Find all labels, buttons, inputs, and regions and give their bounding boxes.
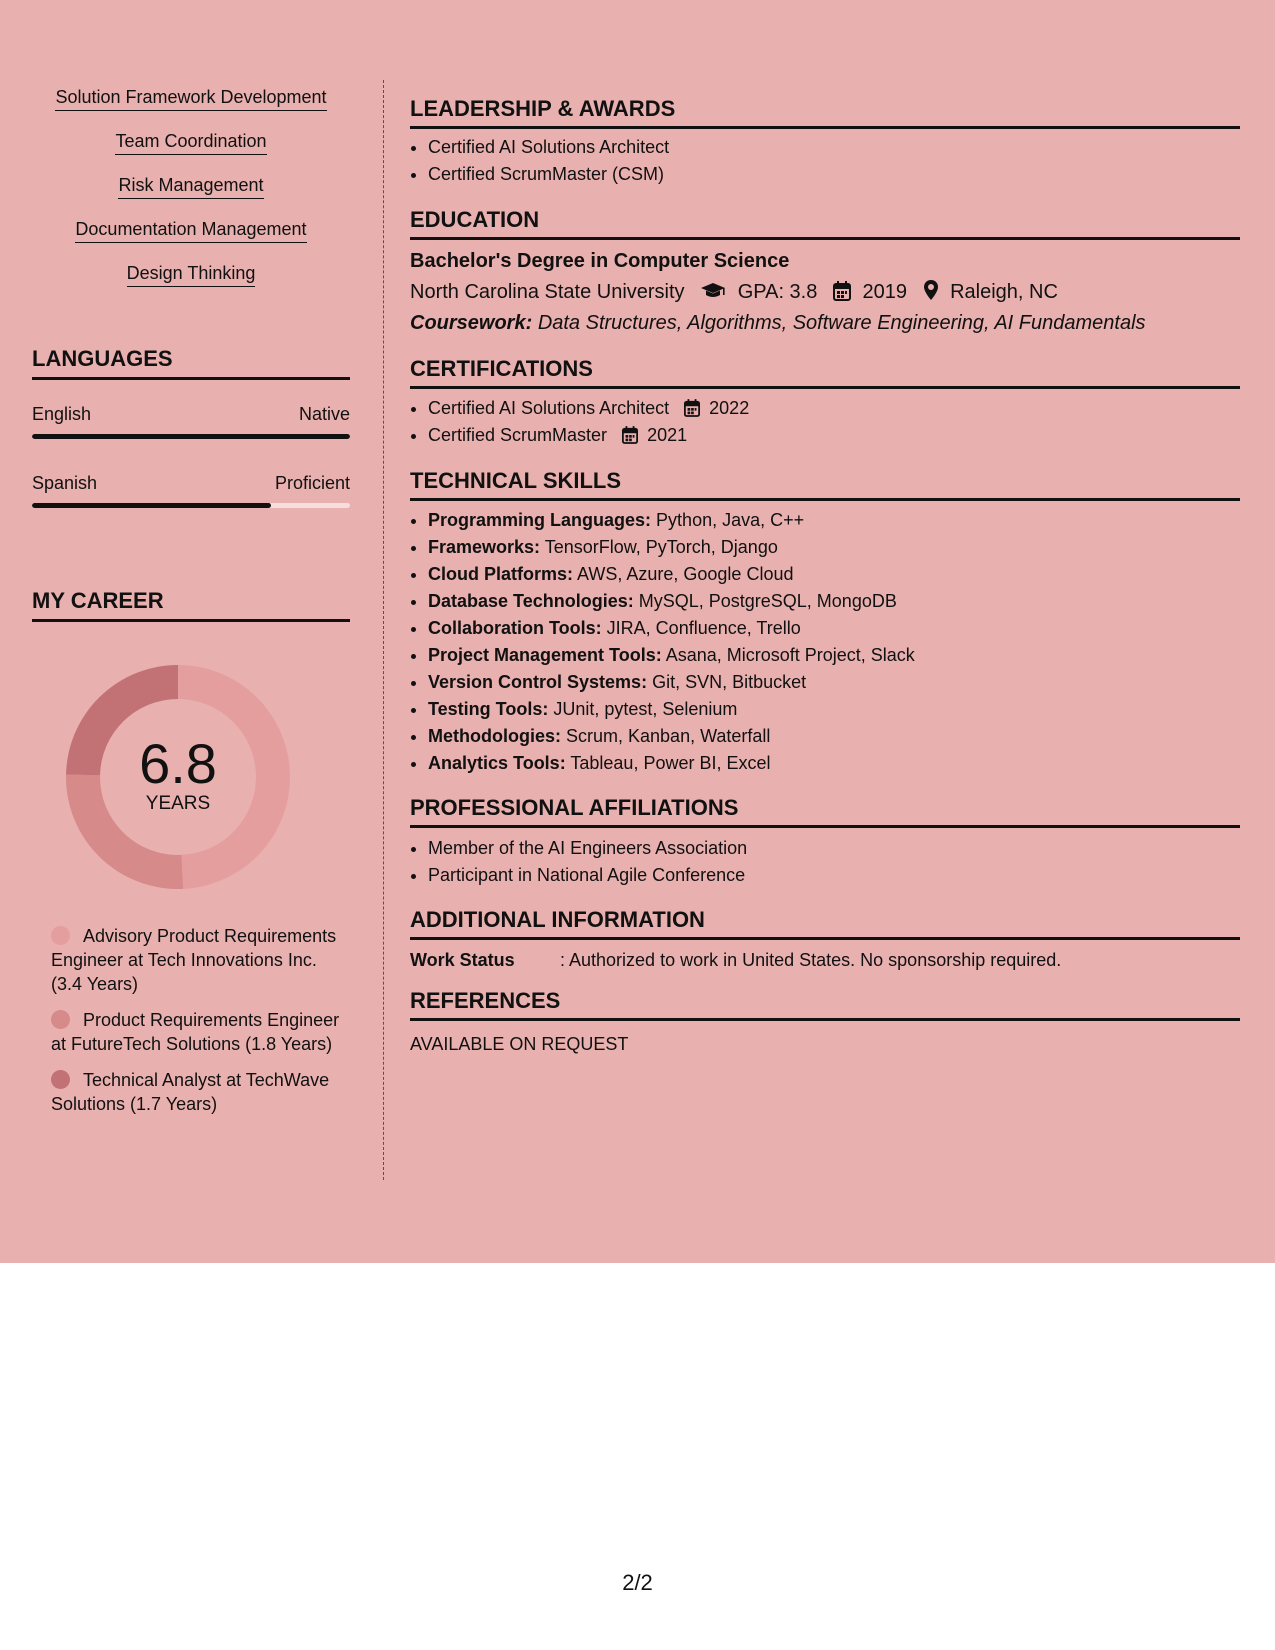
skill-label: Cloud Platforms: [428,564,574,584]
location-pin-icon [923,279,939,301]
skill-label: Project Management Tools: [428,645,662,665]
career-legend-label: Technical Analyst at TechWave Solutions (1.7 Years) [51,1070,330,1114]
calendar-icon [684,399,700,417]
language-bar [32,434,350,439]
education-coursework [410,310,1146,336]
language-bar-fill [32,503,271,508]
career-total-unit: YEARS [145,793,211,814]
skill-value: Scrum, Kanban, Waterfall [566,726,771,746]
career-legend [51,924,351,1128]
skill-value: Asana, Microsoft Project, Slack [665,645,915,665]
skill-value: TensorFlow, PyTorch, Django [544,537,778,557]
language-name: English [32,404,92,424]
list-item [428,696,1240,723]
list-item [428,642,1240,669]
certification-name: Certified AI Solutions Architect [428,398,670,418]
additional-info-title: ADDITIONAL INFORMATION [410,907,1240,940]
language-row [32,473,350,494]
list-item [428,669,1240,696]
career-donut-center [66,665,290,889]
skill-item: Solution Framework Development [55,86,326,111]
skill-item: Documentation Management [75,218,306,243]
skill-value: JIRA, Confluence, Trello [606,618,801,638]
leadership-title: LEADERSHIP & AWARDS [410,96,1240,129]
skill-item: Risk Management [118,174,263,199]
graduation-cap-icon [700,281,726,301]
career-total-years: 6.8 [139,732,217,795]
skill-label: Methodologies: [428,726,561,746]
skill-label: Database Technologies: [428,591,634,611]
skill-label: Collaboration Tools: [428,618,602,638]
list-item [428,588,1240,615]
leadership-list [410,134,1240,188]
affiliations-list [410,835,1240,889]
certifications-list [410,395,1240,449]
list-item: • Participant in National Agile Conference [428,862,1240,889]
education-location: Raleigh, NC [950,281,1058,303]
coursework-text: Data Structures, Algorithms, Software Engineering, AI Fundamentals [537,312,1146,334]
technical-skills-list [410,507,1240,777]
languages-title: LANGUAGES [32,346,350,380]
list-item [428,723,1240,750]
skill-value: Tableau, Power BI, Excel [570,753,771,773]
skill-label: Frameworks: [428,537,541,557]
career-legend-item [51,1008,351,1056]
technical-skills-title: TECHNICAL SKILLS [410,468,1240,501]
career-title: MY CAREER [32,588,350,622]
additional-info-row [410,948,1061,972]
certifications-title: CERTIFICATIONS [410,356,1240,389]
language-bar [32,503,350,508]
skill-label: Analytics Tools: [428,753,566,773]
list-item [428,750,1240,777]
calendar-icon [833,281,851,301]
skill-value: JUnit, pytest, Selenium [553,699,738,719]
list-item: • Member of the AI Engineers Association [428,835,1240,862]
education-school: North Carolina State University [410,281,685,303]
skill-value: Python, Java, C++ [656,510,805,530]
work-status-value: : Authorized to work in United States. No sponsorship required. [560,950,1062,970]
skill-label: Version Control Systems: [428,672,648,692]
education-year: 2019 [862,281,907,303]
career-legend-label: Advisory Product Requirements Engineer at Tech Innovations Inc. (3.4 Years) [51,926,337,994]
legend-dot [51,1070,70,1089]
skill-value: MySQL, PostgreSQL, MongoDB [638,591,897,611]
references-title: REFERENCES [410,988,1240,1021]
list-item [428,561,1240,588]
language-level: Native [298,404,350,424]
skill-item: Design Thinking [127,262,256,287]
legend-dot [51,1010,70,1029]
skill-label: Programming Languages: [428,510,652,530]
list-item: • Certified AI Solutions Architect [428,134,1240,161]
calendar-icon [622,426,638,444]
certification-name: Certified ScrumMaster [428,425,608,445]
skill-value: Git, SVN, Bitbucket [652,672,807,692]
list-item [428,615,1240,642]
language-name: Spanish [32,473,98,493]
education-details [410,279,1058,305]
skills-list [32,86,350,306]
legend-dot [51,926,70,945]
certification-year: 2021 [647,425,688,445]
list-item [428,422,1240,449]
career-legend-item [51,924,351,996]
page-number: 2/2 [622,1570,653,1595]
list-item [428,395,1240,422]
language-row [32,404,350,425]
list-item [428,507,1240,534]
skill-item: Team Coordination [115,130,266,155]
list-item: • Certified ScrumMaster (CSM) [428,161,1240,188]
coursework-label: Coursework: [410,312,533,334]
affiliations-title: PROFESSIONAL AFFILIATIONS [410,795,1240,828]
list-item [428,534,1240,561]
skill-label: Testing Tools: [428,699,549,719]
education-degree: Bachelor's Degree in Computer Science [410,250,790,272]
references-text: AVAILABLE ON REQUEST [410,1034,629,1054]
education-title: EDUCATION [410,207,1240,240]
column-divider [383,80,384,1180]
career-legend-label: Product Requirements Engineer at FutureTech Solutions (1.8 Years) [51,1010,340,1054]
work-status-label: Work Status [410,950,515,970]
language-bar-fill [32,434,350,439]
skill-value: AWS, Azure, Google Cloud [577,564,794,584]
certification-year: 2022 [709,398,750,418]
education-gpa: GPA: 3.8 [737,281,818,303]
language-level: Proficient [274,473,350,493]
career-legend-item [51,1068,351,1116]
